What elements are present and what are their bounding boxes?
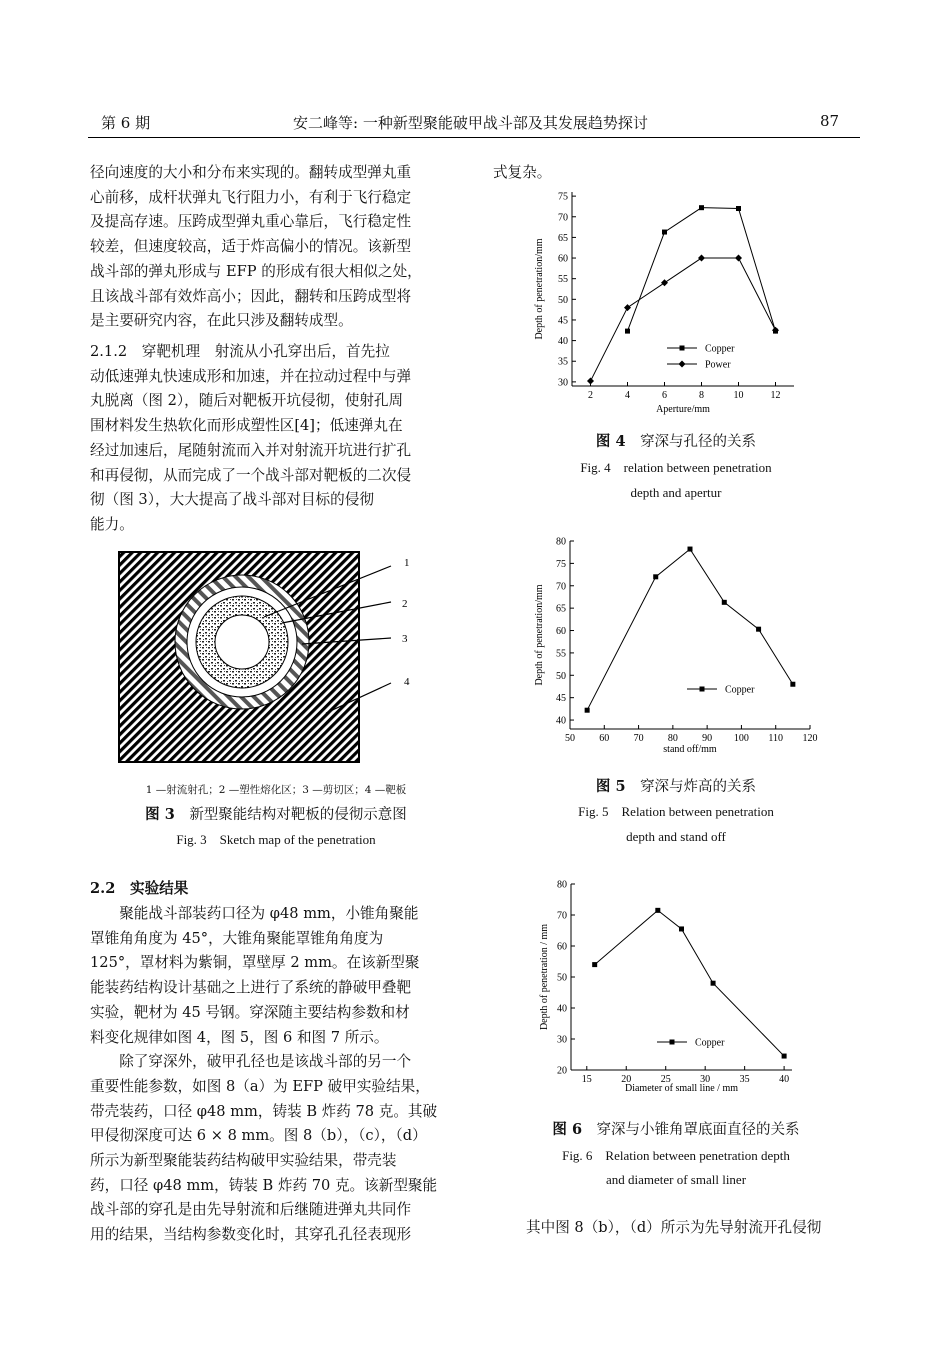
text-line: 带壳装药，口径 φ48 mm，铸装 B 炸药 78 克。其破 [90,1102,438,1120]
data-point [722,600,727,605]
fig3-label-1: 1 [404,557,410,569]
fig3-caption-number: 图 3 [145,806,175,823]
x-tick-label: 30 [700,1074,711,1085]
data-point [782,1054,787,1059]
fig4-chart [532,186,802,418]
text-line: 能力。 [90,515,134,533]
data-point [592,962,597,967]
right-bottom-text: 其中图 8（b），（d）所示为先导射流开孔侵彻 [526,1219,822,1236]
x-tick-label: 120 [802,733,818,744]
y-tick-label: 60 [558,253,568,265]
fig6-caption-en-2: and diameter of small liner [605,1172,747,1187]
x-axis-label: stand off/mm [663,744,717,755]
x-tick-label: 80 [667,733,678,744]
fig6-caption-text: 穿深与小锥角罩底面直径的关系 [596,1122,800,1138]
left-paragraph-3 [90,902,462,1248]
y-tick-label: 55 [556,648,566,660]
text-line: 重要性能参数，如图 8（a）为 EFP 破甲实验结果， [90,1077,430,1095]
legend-label: Copper [705,343,735,355]
y-tick-label: 40 [556,715,566,727]
legend-marker [670,1040,675,1045]
section-title-2-2: 2.2 实验结果 [90,880,189,897]
text-line: 丸脱离（图 2），随后对靶板开坑侵彻，使射孔周 [90,392,404,410]
data-point [653,574,658,579]
fig3-caption-en: Fig. 3 Sketch map of the penetration [176,832,376,847]
fig3-legend: 1 —射流射孔；2 —塑性熔化区；3 —剪切区；4 —靶板 [145,784,407,796]
x-tick-label: 20 [621,1074,632,1085]
y-tick-label: 30 [557,1034,567,1046]
legend-marker [680,346,685,351]
data-point [585,708,590,713]
text-line: 用的结果，当结构参数变化时，其穿孔孔径表现形 [90,1226,412,1244]
legend-label: Copper [725,684,755,696]
fig5-caption-text: 穿深与炸高的关系 [640,779,757,795]
text-line: 2.1.2 穿靶机理 射流从小孔穿出后，首先拉 [90,343,390,360]
x-tick-label: 15 [581,1074,592,1085]
x-tick-label: 2 [588,390,593,401]
x-tick-label: 70 [633,733,644,744]
y-axis-label: Depth of penetration/mm [534,238,545,340]
data-point [711,981,716,986]
fig6-caption-en-1: Fig. 6 Relation between penetration depth [562,1148,790,1163]
page-number: 87 [820,112,840,130]
text-line: 心前移，成杆状弹丸飞行阻力小，有利于飞行稳定 [90,188,412,206]
data-point [679,926,684,931]
data-point [735,255,742,262]
text-line: 且该战斗部有效炸高小；因此，翻转和压跨成型将 [90,287,412,305]
data-point [756,627,761,632]
y-axis-label: Depth of penetration/mm [534,584,545,686]
legend-label: Copper [695,1037,725,1049]
y-tick-label: 80 [557,879,567,891]
fig4-caption-en-2: depth and apertur [630,485,722,500]
text-line: 罩锥角角度为 45°，大锥角聚能罩锥角角度为 [90,929,384,947]
x-tick-label: 6 [662,390,667,401]
text-line: 料变化规律如图 4，图 5，图 6 和图 7 所示。 [90,1028,389,1046]
x-axis-label: Aperture/mm [656,404,710,415]
y-tick-label: 40 [557,1003,567,1015]
data-point [790,682,795,687]
text-line: 较差，但速度较高，适于炸高偏小的情况。该新型 [90,238,412,256]
fig3-sketch [112,545,432,770]
x-tick-label: 8 [699,390,704,401]
x-tick-label: 90 [702,733,713,744]
fig5-caption-number: 图 5 [595,778,626,795]
series-line-copper [587,549,793,710]
x-tick-label: 35 [739,1074,750,1085]
running-header-title: 安二峰等: 一种新型聚能破甲战斗部及其发展趋势探讨 [293,114,648,132]
text-line: 所示为新型聚能装药结构破甲实验结果，带壳装 [90,1152,397,1170]
fig4-caption-text: 穿深与孔径的关系 [640,434,757,450]
text-line: 围材料发生热软化而形成塑性区[4]；低速弹丸在 [90,417,403,435]
x-tick-label: 60 [599,733,610,744]
legend-marker [679,361,686,368]
data-point [625,329,630,334]
text-line: 经过加速后，尾随射流而入并对射流开坑进行扩孔 [90,441,412,459]
header-rule [88,137,860,138]
x-tick-label: 10 [733,390,744,401]
x-axis-label: Diameter of small line / mm [624,1083,739,1094]
text-line: 药，口径 φ48 mm，铸装 B 炸药 70 克。该新型聚能 [90,1176,438,1194]
legend-marker [700,687,705,692]
data-point [655,908,660,913]
text-line: 及提高存速。压跨成型弹丸重心靠后，飞行稳定性 [90,213,412,231]
text-line: 战斗部的穿孔是由先导射流和后继随进弹丸共同作 [90,1201,412,1219]
text-line: 彻（图 3），大大提高了战斗部对目标的侵彻 [90,491,374,509]
x-tick-label: 100 [733,733,749,744]
x-tick-label: 40 [779,1074,790,1085]
fig5-caption-en-1: Fig. 5 Relation between penetration [578,804,774,819]
jet-hole [215,615,269,669]
text-line: 实验，靶材为 45 号钢。穿深随主要结构参数和材 [90,1003,410,1021]
text-line: 是主要研究内容，在此只涉及翻转成型。 [90,312,353,330]
running-header-issue: 第 6 期 [101,114,151,132]
data-point [661,279,668,286]
series-line-copper [628,208,776,331]
y-tick-label: 50 [556,670,566,682]
x-tick-label: 4 [625,390,630,401]
fig3-label-3: 3 [402,633,408,645]
x-tick-label: 12 [770,390,781,401]
y-tick-label: 50 [558,294,568,306]
fig3-caption [90,803,462,824]
text-line: 和再侵彻，从而完成了一个战斗部对靶板的二次侵 [90,466,412,484]
fig3-label-2: 2 [402,598,408,610]
data-point [736,206,741,211]
y-tick-label: 65 [556,603,566,615]
text-line: 125°，罩材料为紫铜，罩壁厚 2 mm。在该新型聚 [90,954,420,972]
fig5-caption [526,775,826,796]
data-point [662,230,667,235]
legend-label: Power [705,359,731,371]
y-tick-label: 60 [557,941,567,953]
text-line: 甲侵彻深度可达 6 × 8 mm。图 8（b），（c），（d） [90,1127,427,1145]
fig6-caption [516,1118,836,1139]
y-tick-label: 55 [558,274,568,286]
y-tick-label: 65 [558,232,568,244]
y-tick-label: 70 [558,212,568,224]
data-point [688,547,693,552]
x-tick-label: 50 [565,733,575,744]
data-point [699,205,704,210]
text-line: 战斗部的弹丸形成与 EFP 的形成有很大相似之处， [90,262,422,280]
fig3-label-4: 4 [404,676,410,688]
fig3-caption-text: 新型聚能结构对靶板的侵彻示意图 [189,807,407,823]
y-tick-label: 70 [557,910,567,922]
x-tick-label: 110 [768,733,784,744]
data-point [624,304,631,311]
y-tick-label: 80 [556,536,566,548]
fig5-chart [532,535,822,760]
text-line: 动低速弹丸快速成形和加速，并在拉动过程中与弹 [90,367,412,385]
text-line: 能装药结构设计基础之上进行了系统的静破甲叠靶 [90,979,412,997]
text-line: 径向速度的大小和分布来实现的。翻转成型弹丸重 [90,164,412,181]
y-tick-label: 45 [556,693,566,705]
fig4-caption-en-1: Fig. 4 relation between penetration [580,460,772,475]
text-line: 除了穿深外，破甲孔径也是该战斗部的另一个 [90,1053,412,1071]
y-tick-label: 45 [558,315,568,327]
y-tick-label: 30 [558,377,568,389]
y-tick-label: 75 [556,558,566,570]
y-tick-label: 70 [556,581,566,593]
y-tick-label: 50 [557,972,567,984]
y-tick-label: 75 [558,191,568,203]
data-point [698,255,705,262]
text-line: 聚能战斗部装药口径为 φ48 mm，小锥角聚能 [90,905,419,922]
right-top-text: 式复杂。 [493,164,552,181]
fig5-caption-en-2: depth and stand off [626,829,726,844]
fig4-caption [526,430,826,451]
series-line-copper [595,910,784,1056]
fig4-caption-number: 图 4 [595,433,626,450]
y-tick-label: 20 [557,1065,567,1077]
fig6-chart [537,878,802,1103]
left-paragraph-2 [90,340,462,538]
y-tick-label: 35 [558,356,568,368]
data-point [587,378,594,385]
fig6-caption-number: 图 6 [552,1121,583,1138]
x-tick-label: 25 [660,1074,671,1085]
y-tick-label: 40 [558,336,568,348]
left-paragraph-1 [90,161,462,334]
y-tick-label: 60 [556,626,566,638]
y-axis-label: Depth of penetration / mm [539,923,550,1031]
